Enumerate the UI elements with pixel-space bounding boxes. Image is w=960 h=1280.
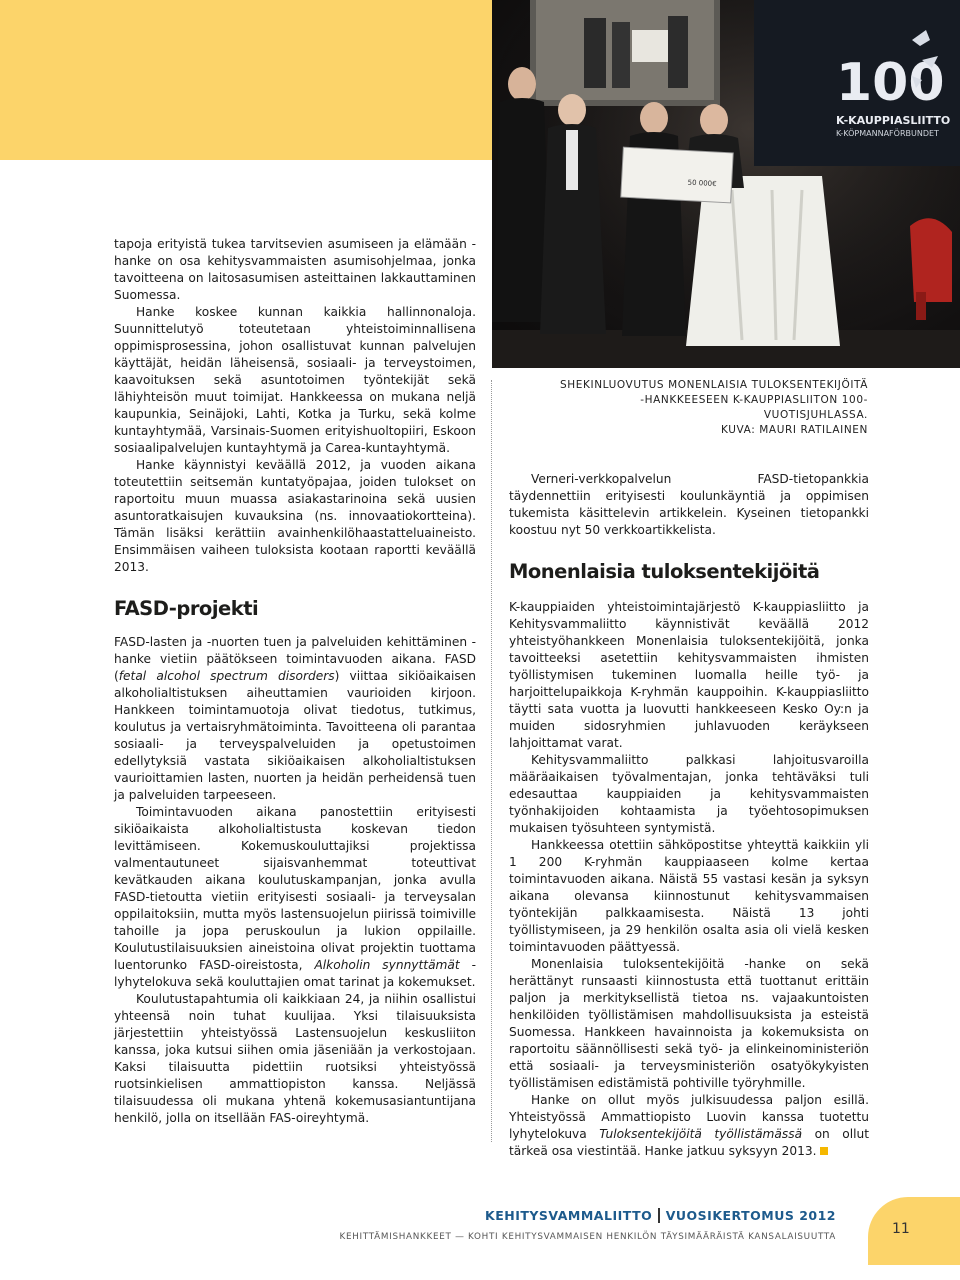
logo-number: 100 <box>836 53 945 113</box>
event-photo-drawing <box>492 0 960 368</box>
end-mark-icon <box>820 1147 828 1155</box>
paragraph: Hanke käynnistyi keväällä 2012, ja vuoden aikana toteutettiin seitsemän kuntatyöpajaa, joiden tulokset on raportoitu muun muassa asiakastarinoina sekä uusien asuntoratkaisujen kuvauksina (ns. innovaatiokortteina). Tämän lisäksi kerättiin avainhenkilöhaastatteluaineisto. Ensimmäisen vaiheen tuloksista kootaan raportti keväällä 2013. <box>114 458 476 574</box>
logo-line1: K-KAUPPIASLIITTO <box>836 114 951 127</box>
text-run: Hanke on ollut myös julkisuudessa paljon esillä. Yhteistyössä Ammattiopisto Luovin kanssa tuotettu lyhytelokuva <box>509 1093 869 1141</box>
logo-line2: K-KÖPMANNAFÖRBUNDET <box>836 129 939 138</box>
paragraph: Monenlaisia tuloksentekijöitä -hanke on sekä herättänyt runsaasti kiinnostusta että tuottanut erittäin paljon ja merkityksellistä tietoa ns. vajaakuntoisten henkilöiden työllistämisen mahdollisuuksista ja esteistä Suomessa. Hankkeen havainnoista ja kokemuksista on raportoitu säännöllisesti sekä työ- ja elinkeinoministeriön että sosiaali- ja terveysministeriön osatyökykyisten työllistämisen edistämistä pohtiville työryhmille. <box>509 957 869 1090</box>
footer-subtitle: KEHITTÄMISHANKKEET — KOHTI KEHITYSVAMMAISEN HENKILÖN TÄYSIMÄÄRÄISTÄ KANSALAISUUTTA <box>339 1232 836 1242</box>
paragraph: Kehitysvammaliitto palkkasi lahjoitusvaroilla määräaikaisen työvalmentajan, jonka tehtäväksi tuli edesauttaa kauppiaiden ja kehitysvammaisten työnhakijoiden kohtaamista ja työehtosopimuksen mukaisen työsuhteen syntymistä. <box>509 753 869 835</box>
red-chair <box>910 218 952 302</box>
paragraph <box>114 634 476 804</box>
caption-line-2: -HANKKEESEEN K-KAUPPIASLIITON 100-VUOTISJUHLASSA. <box>640 394 868 421</box>
paragraph: Hanke koskee kunnan kaikkia hallinnonaloja. Suunnittelutyö toteutetaan yhteistoiminnallisena oppimisprosessina, johon osallistuvat kunnan palvelujen käyttäjät, heidän läheisensä, sosiaali- ja terveystoimen, kaavoituksen sekä asuntotoimen työntekijät sekä lähiyhteisön muut toimijat. Hankkeessa on mukana neljä kaupunkia, Seinäjoki, Lahti, Kotka ja Turku, sekä kolme kuntayhtymää, Varsinais-Suomen erityishuoltopiiri, Eskoon sosiaalipalvelujen kuntayhtymä ja Carea-kuntayhtymä. <box>114 305 476 455</box>
text-run: FASD-lasten ja -nuorten tuen ja palveluiden kehittäminen -hanke vietiin päätökseen toimintavuoden aikana. FASD ( <box>114 635 476 683</box>
italic-title: Tuloksentekijöitä työllistämässä <box>599 1127 803 1141</box>
footer-org: KEHITYSVAMMALIITTO <box>485 1208 653 1223</box>
paragraph: Hankkeessa otettiin sähköpostitse yhteyttä kaikkiin yli 1 200 K-ryhmän kauppiaaseen kolme kertaa toimintavuoden aikana. Näistä 55 vastasi kesän ja syksyn aikana olevansa kiinnostunut kehitysvammaisen työntekijän palkkaamisesta. Näistä 13 johti työllistymiseen, ja 29 henkilön osalta asia oli vielä kesken toimintavuoden päättyessä. <box>509 838 869 954</box>
footer-title <box>485 1208 836 1223</box>
footer-separator <box>658 1208 660 1223</box>
right-column <box>509 471 869 1160</box>
paragraph: K-kauppiaiden yhteistoimintajärjestö K-kauppiasliitto ja Kehitysvammaliitto käynnistivät keväällä 2012 yhteistyöhankkeen Monenlaisia tuloksentekijöitä, jonka tavoitteeksi asetettiin kehitysvammaisten ihmisten työllistymisen tukeminen luomalla heille työ- ja harjoittelupaikkoja K-ryhmän kauppoihin. K-kauppiasliitto täytti sata vuotta ja luovutti hankkeeseen Kesko Oy:n ja muiden sidosryhmien juhlavuoden keräykseen lahjoittamat varat. <box>509 600 869 750</box>
footer-report: VUOSIKERTOMUS 2012 <box>665 1208 836 1223</box>
left-column <box>114 236 476 1127</box>
section-heading-tuloksentekijat: Monenlaisia tuloksentekijöitä <box>509 560 820 583</box>
paragraph <box>114 804 476 991</box>
paragraph: Koulutustapahtumia oli kaikkiaan 24, ja niihin osallistui yhteensä noin tuhat kuulijaa. Yksi tilaisuuksista järjestettiin yhteistyössä Lastensuojelun keskusliiton kanssa, joka kutsui siihen omia jäseniään ja verkostojaan. Kaksi tilaisuutta pidettiin ruotsiksi yhteistyössä ruotsinkielisen ammattiopiston kanssa. Neljässä tilaisuudessa oli mukana yhtenä kokemusasiantuntijana henkilö, jolla on itsellään FAS-oireyhtymä. <box>114 992 476 1125</box>
page-number-tab <box>868 1197 960 1265</box>
paragraph: tapoja erityistä tukea tarvitsevien asumiseen ja elämään -hanke on osa kehitysvammaisten asumisohjelmaa, jonka tavoitteena on laitosasumisen asteittainen lakkauttaminen Suomessa. <box>114 237 476 302</box>
italic-term: fetal alcohol spectrum disorders <box>118 669 335 683</box>
cheque-amount: 50 000€ <box>687 178 717 189</box>
page-number: 11 <box>892 1221 910 1237</box>
paragraph <box>509 1092 869 1160</box>
big-cheque <box>621 147 733 203</box>
text-run: ) viittaa sikiöaikaisen alkoholialtistuksen aiheuttamien vaurioiden kirjoon. Hankkeen toimintamuotoja olivat tiedotus, tutkimus, koulutus ja vertaisryhmätoiminta. Tavoitteena oli parantaa sosiaali- ja terveyspalveluiden ja opetustoimen edellytyksiä vastata sikiöaikaisen alkoholialtistuksen vaurioittamien lasten, nuorten ja heidän perheidensä tuen ja palveluiden tarpeeseen. <box>114 669 476 802</box>
text-run: on ollut tärkeä osa viestintää. Hanke jatkuu syksyyn 2013. <box>509 1127 869 1158</box>
column-divider <box>491 380 492 1142</box>
event-photo <box>492 0 960 368</box>
section-heading-fasd: FASD-projekti <box>114 597 259 620</box>
text-run: -lyhytelokuva sekä kouluttajien omat tarinat ja kokemukset. <box>114 958 476 989</box>
photo-caption <box>560 378 868 438</box>
caption-line-1: SHEKINLUOVUTUS MONENLAISIA TULOKSENTEKIJÖITÄ <box>560 379 868 391</box>
italic-title: Alkoholin synnyttämät <box>314 958 460 972</box>
caption-credit: KUVA: MAURI RATILAINEN <box>721 424 868 436</box>
yellow-header-band <box>0 0 492 160</box>
text-run: Toimintavuoden aikana panostettiin erityisesti sikiöaikaista alkoholialtistusta koskevan tiedon levittämiseen. Kokemuskouluttajiksi projektissa valmentautuneet sijaisvanhemmat toteuttivat kevätkauden aikana koulutuskampanjan, jonka avulla FASD-tietoutta vietiin erityisesti sosiaali- ja terveysalan oppilaitoksiin, mutta myös lastensuojelun piirissä toimiville tahoille ja jopa peruskoulun ja lukion oppilaille. Koulutustilaisuuksien aineistoina olivat projektin tuottama luentorunko FASD-oireistosta, <box>114 805 476 972</box>
paragraph: Verneri-verkkopalvelun FASD-tietopankkia täydennettiin erityisesti koulunkäyntiä ja oppimisen tukemista käsittelevin artikkelein. Kyseinen tietopankki koostuu nyt 50 verkkoartikkelista. <box>509 472 869 537</box>
